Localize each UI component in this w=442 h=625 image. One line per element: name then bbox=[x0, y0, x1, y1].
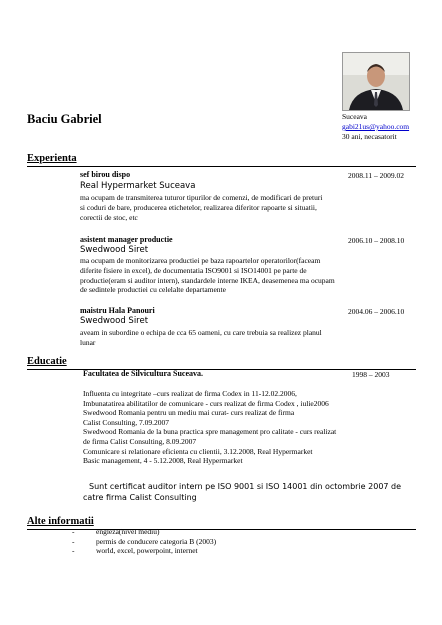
job-company: Swedwood Siret bbox=[80, 245, 149, 255]
section-heading-education: Educatie bbox=[27, 356, 67, 367]
contact-block bbox=[342, 112, 409, 142]
certification-line: Sunt certificat auditor intern pe ISO 9001 si ISO 14001 din octombrie 2007 de bbox=[89, 482, 402, 491]
description-line: aveam in subordine o echipa de cca 65 oameni, cu care trebuia sa realizez planul bbox=[80, 328, 322, 337]
other-info-list bbox=[72, 527, 216, 556]
description-line: lunar bbox=[80, 337, 96, 347]
list-item: - world, excel, powerpoint, internet bbox=[72, 546, 216, 556]
candidate-name: Baciu Gabriel bbox=[27, 112, 102, 126]
school-name: Facultatea de Silvicultura Suceava. bbox=[83, 369, 203, 378]
job-description bbox=[80, 256, 385, 295]
city: Suceava bbox=[342, 112, 367, 121]
description-line: ma ocupam de monitorizarea productiei pe baza rapoartelor operatorilor(faceam bbox=[80, 256, 321, 265]
section-divider bbox=[27, 166, 416, 167]
section-heading-other: Alte informatii bbox=[27, 516, 94, 527]
profile-photo bbox=[342, 52, 410, 111]
age-status: 30 ani, necasatorit bbox=[342, 132, 397, 141]
school-dates: 1998 – 2003 bbox=[352, 370, 390, 379]
section-heading-experience: Experienta bbox=[27, 153, 77, 164]
job-company: Swedwood Siret bbox=[80, 316, 149, 326]
job-title: asistent manager productie bbox=[80, 235, 173, 244]
certification-line: catre firma Calist Consulting bbox=[83, 493, 197, 502]
course-item: de firma Calist Consulting, 8.09.2007 bbox=[83, 436, 197, 446]
course-item: Imbunatatirea abilitatilor de comunicare - curs realizat de firma Codex , iulie2006 bbox=[83, 398, 329, 408]
description-line: corectii de stoc, etc bbox=[80, 212, 138, 222]
list-item: - permis de conducere categoria B (2003) bbox=[72, 537, 216, 547]
description-line: de sedintele productiei cu celelalte departamente bbox=[80, 285, 226, 295]
description-line: diferite fisiere in excel), de documentatia ISO9001 si ISO14001 pe parte de bbox=[80, 265, 307, 275]
course-item: Swedwood Romania de la buna practica spre management pro calitate - curs realizat bbox=[83, 427, 337, 437]
course-item: Swedwood Romania pentru un mediu mai curat- curs realizat de firma bbox=[83, 408, 295, 418]
description-line: si coduri de bare, producerea etichetelor, realizarea diferitor rapoarte si situatii, bbox=[80, 202, 317, 212]
job-description bbox=[80, 328, 380, 348]
job-dates: 2008.11 – 2009.02 bbox=[348, 171, 404, 180]
list-item: - engleza(nivel mediu) bbox=[72, 527, 216, 537]
courses-list bbox=[83, 389, 336, 466]
description-line: ma ocupam de transmiterea tuturor tipurilor de comenzi, de modificari de preturi bbox=[80, 193, 323, 202]
job-dates: 2004.06 – 2006.10 bbox=[348, 307, 405, 316]
job-title: maistru Hala Panouri bbox=[80, 306, 155, 315]
job-dates: 2006.10 – 2008.10 bbox=[348, 236, 405, 245]
certification-note bbox=[83, 481, 401, 503]
course-item: Comunicare si relationare eficienta cu clientii, 3.12.2008, Real Hypermarket bbox=[83, 446, 313, 456]
job-title: sef birou dispo bbox=[80, 170, 131, 179]
job-description bbox=[80, 193, 380, 222]
course-item: Influenta cu integritate –curs realizat de firma Codex in 11-12.02.2006, bbox=[83, 389, 297, 398]
course-item: Calist Consulting, 7.09.2007 bbox=[83, 417, 170, 427]
course-item: Basic management, 4 - 5.12.2008, Real Hypermarket bbox=[83, 456, 243, 466]
description-line: productie(eram si auditor intern), standardele interne IKEA, deasemenea ma ocupam bbox=[80, 275, 335, 285]
person-photo-icon bbox=[343, 53, 409, 110]
job-company: Real Hypermarket Suceava bbox=[80, 181, 196, 191]
email-link[interactable]: gabi21us@yahoo.com bbox=[342, 122, 410, 131]
